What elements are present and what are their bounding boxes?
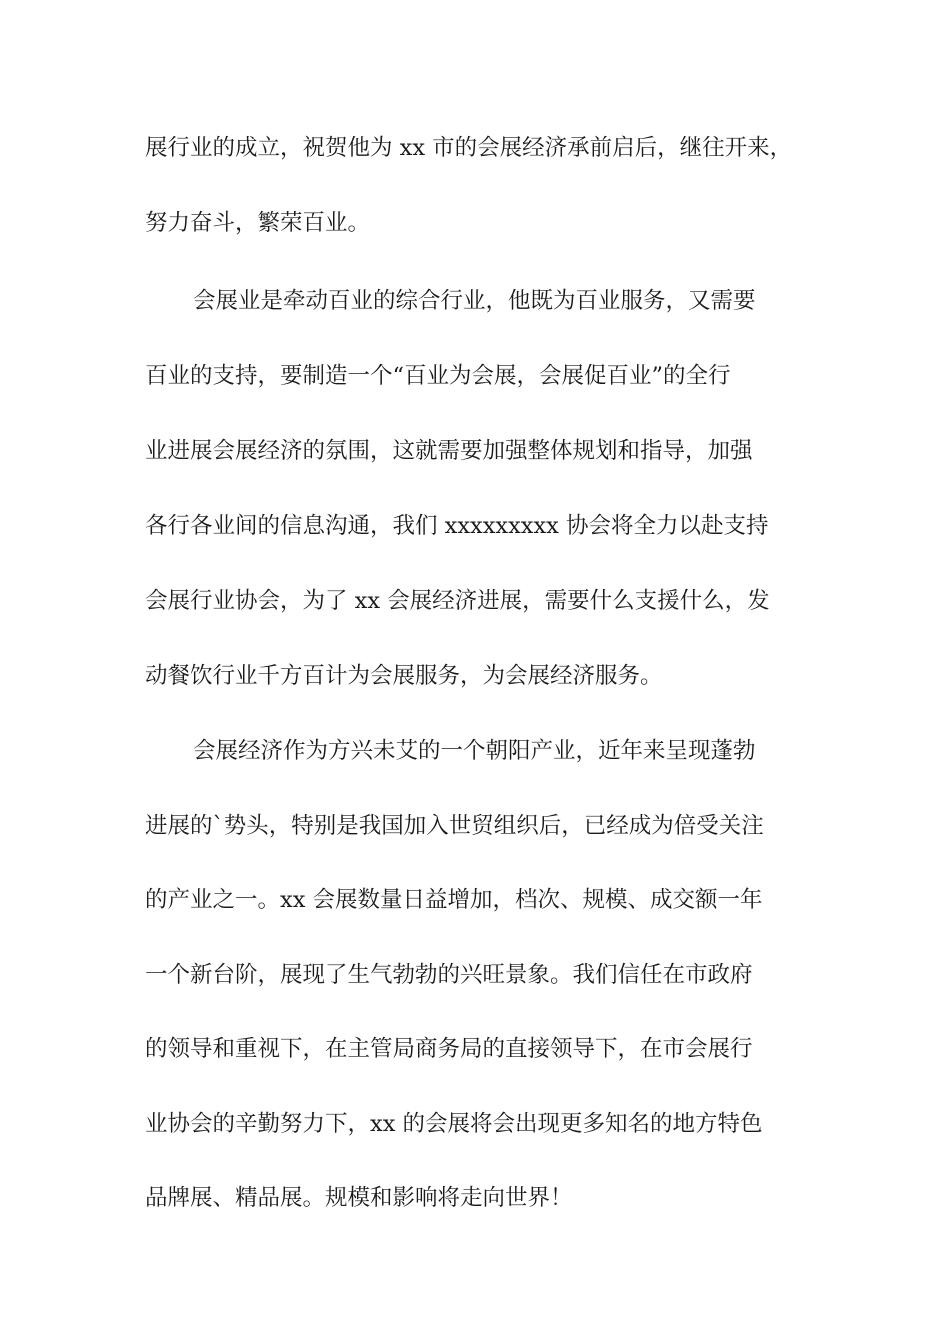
text-line: 百业的支持，要制造一个“百业为会展，会展促百业”的全行 [145, 363, 731, 389]
text-line: 各行各业间的信息沟通，我们 xxxxxxxxx 协会将全力以赴支持 [145, 513, 769, 539]
text-line: 业进展会展经济的氛围，这就需要加强整体规划和指导，加强 [145, 438, 753, 464]
paragraph-start-line: 会展经济作为方兴未艾的一个朝阳产业，近年来呈现蓬勃 [193, 738, 756, 764]
text-line: 努力奋斗，繁荣百业。 [145, 210, 371, 236]
text-line: 动餐饮行业千方百计为会展服务，为会展经济服务。 [145, 663, 663, 689]
paragraph-start-line: 会展业是牵动百业的综合行业，他既为百业服务，又需要 [193, 288, 756, 314]
text-line: 一个新台阶，展现了生气勃勃的兴旺景象。我们信任在市政府 [145, 962, 753, 988]
text-line: 的领导和重视下，在主管局商务局的直接领导下，在市会展行 [145, 1036, 753, 1062]
text-line: 进展的`势头，特别是我国加入世贸组织后，已经成为倍受关注 [145, 813, 764, 839]
text-line: 展行业的成立，祝贺他为 xx 市的会展经济承前启后，继往开来， [145, 135, 793, 161]
text-line: 业协会的辛勤努力下，xx 的会展将会出现更多知名的地方特色 [145, 1111, 763, 1137]
text-line: 会展行业协会，为了 xx 会展经济进展，需要什么支援什么，发 [145, 588, 770, 614]
text-line: 的产业之一。xx 会展数量日益增加，档次、规模、成交额一年 [145, 887, 763, 913]
text-line: 品牌展、精品展。规模和影响将走向世界！ [145, 1185, 573, 1211]
